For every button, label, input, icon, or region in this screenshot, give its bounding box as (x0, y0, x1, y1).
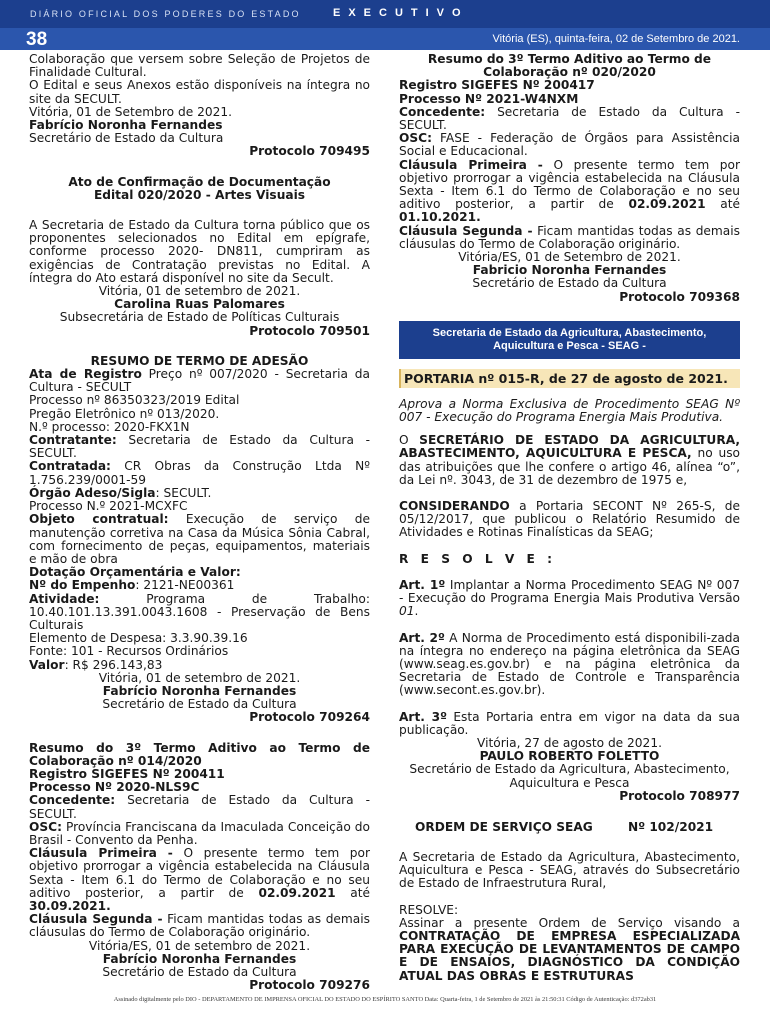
continued-text-2: O Edital e seus Anexos estão disponíveis na íntegra no site da SECULT. (29, 78, 370, 106)
atividade-row: Atividade: Programa de Trabalho: (29, 591, 370, 606)
banner-line: Aquicultura e Pesca - SEAG - (493, 339, 646, 352)
resolve-heading: R E S O L V E : (399, 551, 556, 566)
aditivo-processo: Processo Nº 2020-NLS9C (29, 780, 200, 795)
aditivo-signer: Fabricio Noronha Fernandes (472, 263, 667, 278)
aditivo-role: Secretário de Estado da Cultura (102, 965, 297, 979)
banner-line: Secretaria de Estado da Agricultura, Abastecimento, (432, 326, 707, 339)
digital-signature-footer: Assinado digitalmente pelo DIO - DEPARTAMENTO DE IMPRENSA OFICIAL DO ESTADO DO ESPÍRITO SANTO Data: Quarta-feira, 1 de Setembro de 2021 às 21:50:31 Código de Autenticação: d372ab31 (113, 996, 657, 1003)
contratante: Contratante: Secretaria de Estado da Cultura - SECULT. (29, 433, 370, 461)
dotacao-label: Dotação Orçamentária e Valor: (29, 565, 241, 580)
left-column (29, 53, 370, 992)
aditivo-registro: Registro SIGEFES Nº 200417 (399, 78, 595, 93)
section-name: EXECUTIVO (333, 7, 469, 19)
ato-title: Ato de Confirmação de Documentação (68, 174, 331, 189)
orgao-adeso: Órgão Adeso/Sigla: SECULT. (29, 485, 212, 500)
aditivo-osc: OSC: Província Franciscana da Imaculada Conceição do Brasil - Convento da Penha. (29, 819, 370, 847)
resumo-signer: Fabrício Noronha Fernandes (102, 683, 297, 698)
portaria-role: Secretário de Estado da Agricultura, Abastecimento, (409, 762, 730, 777)
ordem-number: Nº 102/2021 (628, 819, 714, 834)
aditivo-date: Vitória/ES, 01 de Setembro de 2021. (458, 250, 681, 265)
portaria-date: Vitória, 27 de agosto de 2021. (477, 735, 662, 750)
secretario-preamble: O SECRETÁRIO DE ESTADO DA AGRICULTURA, ABASTECIMENTO, AQUICULTURA E PESCA, no uso das atribuições que lhe confere o artigo 46, alínea “o”, da Lei nº. 3043, de 31 de dezembro de 1975 e, (399, 433, 740, 487)
portaria-signer: PAULO ROBERTO FOLETTO (479, 749, 660, 764)
aditivo-title: Resumo do 3º Termo Aditivo ao Termo de Colaboração nº 020/2020 (427, 52, 712, 80)
artigo-1: Art. 1º Implantar a Norma Procedimento SEAG Nº 007 - Execução do Programa Energia Mais Produtiva Versão 01. (399, 577, 741, 619)
aditivo-date: Vitória/ES, 01 de setembro de 2021. (88, 938, 311, 953)
right-column (399, 53, 740, 983)
aditivo-protocol: Protocolo 709276 (249, 978, 370, 993)
ato-role: Subsecretária de Estado de Políticas Culturais (59, 310, 340, 325)
artigo-2: Art. 2º A Norma de Procedimento está disponibili-zada na íntegra no endereço na página eletrônica da SEAG (www.seag.es.gov.br) e na página eletrônica da Secretaria de Estado de Controle e Transparência (www.secont.es.gov.br). (399, 630, 740, 698)
aditivo-concedente: Concedente: Secretaria de Estado da Cultura - SECULT. (29, 793, 370, 821)
portaria-role: Aquicultura e Pesca (509, 775, 630, 790)
fonte-recursos: Fonte: 101 - Recursos Ordinários (29, 644, 229, 659)
elemento-despesa: Elemento de Despesa: 3.3.90.39.16 (29, 631, 248, 646)
continued-date: Vitória, 01 de Setembro de 2021. (29, 104, 232, 119)
empenho: Nº do Empenho: 2121-NE00361 (29, 578, 235, 593)
atividade-text: 10.40.101.13.391.0043.1608 - Preservação de Bens Culturais (29, 604, 370, 632)
aditivo-registro: Registro SIGEFES Nº 200411 (29, 766, 225, 781)
aditivo-osc: OSC: FASE - Federação de Órgãos para Assistência Social e Educacional. (399, 131, 740, 159)
ordem-text: Assinar a presente Ordem de Serviço visando a CONTRATAÇÃO DE EMPRESA ESPECIALIZADA PARA EXECUÇÃO DE LEVANTAMENTOS DE CAMPO E DE ENSAIOS, DIAGNÓSTICO DA CONDIÇÃO ATUAL DAS OBRAS E ESTRUTURAS (399, 915, 740, 983)
objeto-contratual: Objeto contratual: Execução de serviço de manutenção corretiva na Casa da Música Sônia Cabral, com fornecimento de peças, equipamentos, materiais e mão de obra (29, 512, 370, 566)
aditivo-signer: Fabrício Noronha Fernandes (102, 951, 297, 966)
continued-text-1: Colaboração que versem sobre Seleção de Projetos de Finalidade Cultural. (29, 52, 370, 80)
portaria-ementa: Aprova a Norma Exclusiva de Procedimento SEAG Nº 007 - Execução do Programa Energia Mais Produtiva. (399, 396, 740, 425)
signer-role: Secretário de Estado da Cultura (29, 131, 224, 146)
contratada: Contratada: CR Obras da Construção Ltda Nº 1.756.239/0001-59 (29, 459, 370, 487)
ato-signer: Carolina Ruas Palomares (114, 297, 285, 312)
ato-protocol: Protocolo 709501 (249, 323, 370, 338)
protocol-number: Protocolo 709495 (249, 144, 370, 159)
aditivo-clausula-primeira: Cláusula Primeira - O presente termo tem por objetivo prorrogar a vigência estabelecida na Cláusula Sexta - Item 6.1 do Termo de Colaboração e no seu aditivo posterior, a partir de 02.09.2021 até 01.10.2021. (399, 157, 740, 225)
aditivo-title: Resumo do 3º Termo Aditivo ao Termo de Colaboração nº 014/2020 (29, 740, 370, 768)
ato-body: A Secretaria de Estado da Cultura torna público que os proponentes selecionados no Edital em epígrafe, conforme processo 2020- DN811, cumpriram as exigências de Contratação previstas no Edital. A íntegra do Ato estará disponível no site da Secult. (29, 218, 370, 285)
portaria-protocol: Protocolo 708977 (619, 788, 740, 803)
resumo-line: Processo nº 86350323/2019 Edital (29, 393, 240, 408)
ordem-heading (399, 820, 740, 834)
aditivo-processo: Processo Nº 2021-W4NXM (399, 91, 579, 106)
processo-line: Processo N.º 2021-MCXFC (29, 499, 188, 514)
edition-date: Vitória (ES), quinta-feira, 02 de Setembro de 2021. (492, 33, 740, 45)
page-number: 38 (26, 29, 48, 50)
ordem-body: A Secretaria de Estado da Agricultura, Abastecimento, Aquicultura e Pesca - SEAG, através do Subsecretário de Estado de Infraestrutura Rural, (399, 849, 740, 891)
aditivo-protocol: Protocolo 709368 (619, 289, 740, 304)
valor: Valor: R$ 296.143,83 (29, 657, 163, 672)
resumo-protocol: Protocolo 709264 (249, 710, 370, 725)
considerando: CONSIDERANDO a Portaria SECONT Nº 265-S, de 05/12/2017, que publicou o Relatório Resumido de Atividades e Rotinas Finalísticas da SEAG; (399, 499, 740, 540)
resumo-line: N.º processo: 2020-FKX1N (29, 419, 190, 434)
resumo-title: RESUMO DE TERMO DE ADESÃO (90, 353, 309, 368)
ato-subtitle: Edital 020/2020 - Artes Visuais (93, 187, 306, 202)
signer-name: Fabrício Noronha Fernandes (29, 118, 223, 133)
aditivo-clausula-segunda: Cláusula Segunda - Ficam mantidas todas as demais cláusulas do Termo de Colaboração originário. (29, 912, 370, 940)
agency-banner (399, 321, 740, 359)
ato-date: Vitória, 01 de setembro de 2021. (98, 284, 301, 299)
resumo-role: Secretário de Estado da Cultura (102, 697, 297, 712)
aditivo-clausula-segunda: Cláusula Segunda - Ficam mantidas todas as demais cláusulas do Termo de Colaboração originário. (399, 223, 740, 251)
ordem-title: ORDEM DE SERVIÇO SEAG (415, 819, 593, 834)
portaria-title: PORTARIA nº 015-R, de 27 de agosto de 2021. (399, 369, 740, 388)
resumo-date: Vitória, 01 de setembro de 2021. (98, 670, 301, 685)
resumo-line: Pregão Eletrônico nº 013/2020. (29, 406, 220, 421)
publication-name: DIÁRIO OFICIAL DOS PODERES DO ESTADO (30, 9, 301, 19)
aditivo-clausula-primeira: Cláusula Primeira - O presente termo tem por objetivo prorrogar a vigência estabelecida na Cláusula Sexta - Item 6.1 do Termo de Colaboração e no seu aditivo posterior, a partir de 02.09.2021 até 30.09.2021. (29, 846, 370, 913)
artigo-3: Art. 3º Esta Portaria entra em vigor na data da sua publicação. (399, 709, 741, 737)
ordem-resolve: RESOLVE: (399, 902, 459, 917)
aditivo-role: Secretário de Estado da Cultura (472, 276, 667, 291)
aditivo-concedente: Concedente: Secretaria de Estado da Cultura - SECULT. (399, 104, 740, 133)
resumo-ata: Ata de Registro Preço nº 007/2020 - Secretaria da Cultura - SECULT (29, 367, 370, 395)
